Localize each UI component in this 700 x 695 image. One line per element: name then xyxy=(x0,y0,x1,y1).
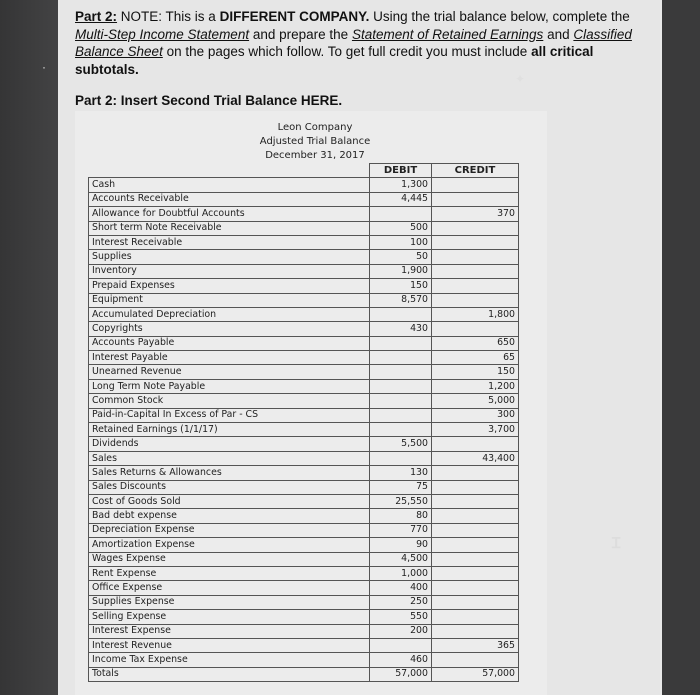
account-cell: Long Term Note Payable xyxy=(89,379,370,393)
debit-cell: 400 xyxy=(370,581,432,595)
account-cell: Interest Revenue xyxy=(89,638,370,652)
account-cell: Sales Returns & Allowances xyxy=(89,466,370,480)
debit-cell: 5,500 xyxy=(370,437,432,451)
table-row xyxy=(89,581,519,595)
account-cell: Accounts Payable xyxy=(89,336,370,350)
debit-cell: 550 xyxy=(370,610,432,624)
table-row xyxy=(89,566,519,580)
table-row xyxy=(89,667,519,681)
table-row xyxy=(89,293,519,307)
credit-cell: 3,700 xyxy=(432,423,519,437)
table-row xyxy=(89,437,519,451)
debit-cell xyxy=(370,336,432,350)
table-row xyxy=(89,494,519,508)
credit-cell xyxy=(432,178,519,192)
table-row xyxy=(89,653,519,667)
background-left xyxy=(0,0,58,695)
credit-header: CREDIT xyxy=(432,164,519,178)
table-row xyxy=(89,365,519,379)
star-icon: · xyxy=(42,60,46,74)
account-cell: Paid-in-Capital In Excess of Par - CS xyxy=(89,408,370,422)
credit-cell: 5,000 xyxy=(432,394,519,408)
credit-cell: 65 xyxy=(432,351,519,365)
account-cell: Bad debt expense xyxy=(89,509,370,523)
table-row xyxy=(89,192,519,206)
account-cell: Prepaid Expenses xyxy=(89,279,370,293)
debit-cell: 460 xyxy=(370,653,432,667)
debit-cell xyxy=(370,379,432,393)
credit-cell xyxy=(432,480,519,494)
part-label: Part 2: xyxy=(75,9,118,24)
left-border-line xyxy=(58,0,60,695)
debit-cell xyxy=(370,408,432,422)
account-cell: Interest Expense xyxy=(89,624,370,638)
trial-balance-table xyxy=(88,163,519,682)
statement-date: December 31, 2017 xyxy=(265,150,365,161)
credit-cell xyxy=(432,466,519,480)
credit-cell xyxy=(432,264,519,278)
table-row xyxy=(89,279,519,293)
account-cell: Interest Payable xyxy=(89,351,370,365)
table-row xyxy=(89,552,519,566)
instructions-text-d: on the pages which follow. To get full credit you must include xyxy=(166,44,528,59)
table-row xyxy=(89,394,519,408)
account-cell: Supplies Expense xyxy=(89,595,370,609)
credit-cell: 150 xyxy=(432,365,519,379)
account-cell: Interest Receivable xyxy=(89,235,370,249)
account-cell: Dividends xyxy=(89,437,370,451)
debit-cell: 1,000 xyxy=(370,566,432,580)
debit-cell: 90 xyxy=(370,538,432,552)
table-row xyxy=(89,451,519,465)
credit-cell xyxy=(432,653,519,667)
table-row xyxy=(89,408,519,422)
account-cell: Cash xyxy=(89,178,370,192)
account-cell: Depreciation Expense xyxy=(89,523,370,537)
credit-cell: 57,000 xyxy=(432,667,519,681)
debit-cell: 130 xyxy=(370,466,432,480)
debit-cell: 50 xyxy=(370,250,432,264)
credit-cell xyxy=(432,523,519,537)
credit-cell xyxy=(432,610,519,624)
account-cell: Equipment xyxy=(89,293,370,307)
debit-cell: 250 xyxy=(370,595,432,609)
credit-cell xyxy=(432,566,519,580)
debit-cell xyxy=(370,351,432,365)
table-row xyxy=(89,307,519,321)
debit-cell: 4,500 xyxy=(370,552,432,566)
debit-cell xyxy=(370,451,432,465)
statement-title: Adjusted Trial Balance xyxy=(259,136,371,147)
debit-cell: 150 xyxy=(370,279,432,293)
balance-sheet-link: Classified Balance Sheet xyxy=(75,26,632,59)
credit-cell xyxy=(432,235,519,249)
credit-cell: 43,400 xyxy=(432,451,519,465)
debit-cell: 8,570 xyxy=(370,293,432,307)
table-row xyxy=(89,523,519,537)
table-row xyxy=(89,423,519,437)
account-cell: Sales Discounts xyxy=(89,480,370,494)
credit-cell xyxy=(432,322,519,336)
debit-cell xyxy=(370,307,432,321)
table-row xyxy=(89,221,519,235)
credit-cell: 650 xyxy=(432,336,519,350)
table-row xyxy=(89,610,519,624)
text-cursor-icon: Ɪ xyxy=(612,535,621,552)
instructions-text-b: and prepare the xyxy=(252,26,349,42)
account-cell: Short term Note Receivable xyxy=(89,221,370,235)
credit-cell xyxy=(432,192,519,206)
instructions-text-c: and xyxy=(547,26,570,42)
debit-cell: 100 xyxy=(370,235,432,249)
account-cell: Retained Earnings (1/1/17) xyxy=(89,423,370,437)
credit-cell xyxy=(432,437,519,451)
note-label: NOTE: This is a xyxy=(120,9,216,24)
account-cell: Inventory xyxy=(89,264,370,278)
debit-cell: 4,445 xyxy=(370,192,432,206)
account-cell: Allowance for Doubtful Accounts xyxy=(89,207,370,221)
debit-cell: 75 xyxy=(370,480,432,494)
credit-cell xyxy=(432,279,519,293)
retained-earnings-link: Statement of Retained Earnings xyxy=(351,26,544,42)
table-row xyxy=(89,624,519,638)
account-header xyxy=(89,164,370,178)
credit-cell xyxy=(432,494,519,508)
insert-heading: Part 2: Insert Second Trial Balance HERE. xyxy=(75,93,343,108)
different-company-text: DIFFERENT COMPANY. xyxy=(219,9,370,24)
credit-cell xyxy=(432,624,519,638)
account-cell: Sales xyxy=(89,451,370,465)
credit-cell: 370 xyxy=(432,207,519,221)
table-row xyxy=(89,336,519,350)
account-cell: Wages Expense xyxy=(89,552,370,566)
table-row xyxy=(89,235,519,249)
credit-cell: 300 xyxy=(432,408,519,422)
account-cell: Accounts Receivable xyxy=(89,192,370,206)
account-cell: Rent Expense xyxy=(89,566,370,580)
table-row xyxy=(89,322,519,336)
table-row xyxy=(89,250,519,264)
debit-cell xyxy=(370,638,432,652)
credit-cell xyxy=(432,581,519,595)
table-row xyxy=(89,264,519,278)
credit-cell xyxy=(432,250,519,264)
star-icon: ✦ xyxy=(515,72,526,86)
account-cell: Amortization Expense xyxy=(89,538,370,552)
credit-cell: 1,800 xyxy=(432,307,519,321)
account-cell: Common Stock xyxy=(89,394,370,408)
credit-cell xyxy=(432,293,519,307)
credit-cell xyxy=(432,595,519,609)
account-cell: Totals xyxy=(89,667,370,681)
all-word: all xyxy=(531,44,547,59)
table-row xyxy=(89,379,519,393)
account-cell: Cost of Goods Sold xyxy=(89,494,370,508)
debit-cell: 80 xyxy=(370,509,432,523)
multi-step-link: Multi-Step Income Statement xyxy=(75,26,250,42)
debit-cell xyxy=(370,365,432,379)
account-cell: Office Expense xyxy=(89,581,370,595)
trial-balance-body xyxy=(89,178,519,682)
right-border-line xyxy=(660,0,662,695)
table-row xyxy=(89,595,519,609)
table-row xyxy=(89,480,519,494)
account-cell: Unearned Revenue xyxy=(89,365,370,379)
critical-subtotals: critical subtotals. xyxy=(75,44,594,77)
account-cell: Accumulated Depreciation xyxy=(89,307,370,321)
credit-cell xyxy=(432,552,519,566)
table-row xyxy=(89,538,519,552)
credit-cell: 365 xyxy=(432,638,519,652)
credit-cell: 1,200 xyxy=(432,379,519,393)
account-cell: Copyrights xyxy=(89,322,370,336)
debit-cell: 1,300 xyxy=(370,178,432,192)
table-row xyxy=(89,466,519,480)
debit-cell: 770 xyxy=(370,523,432,537)
table-row xyxy=(89,509,519,523)
table-row xyxy=(89,207,519,221)
table-row xyxy=(89,178,519,192)
credit-cell xyxy=(432,221,519,235)
background-right xyxy=(662,0,700,695)
debit-cell xyxy=(370,207,432,221)
account-cell: Supplies xyxy=(89,250,370,264)
table-row xyxy=(89,351,519,365)
debit-cell: 430 xyxy=(370,322,432,336)
debit-cell xyxy=(370,423,432,437)
debit-header: DEBIT xyxy=(370,164,432,178)
account-cell: Selling Expense xyxy=(89,610,370,624)
company-name: Leon Company xyxy=(277,122,353,133)
debit-cell: 57,000 xyxy=(370,667,432,681)
debit-cell: 500 xyxy=(370,221,432,235)
table-row xyxy=(89,638,519,652)
debit-cell: 200 xyxy=(370,624,432,638)
account-cell: Income Tax Expense xyxy=(89,653,370,667)
debit-cell xyxy=(370,394,432,408)
debit-cell: 1,900 xyxy=(370,264,432,278)
instructions-text-a: Using the trial balance below, complete the xyxy=(373,9,630,24)
table-header-row xyxy=(89,164,519,178)
instructions-paragraph xyxy=(75,8,635,78)
credit-cell xyxy=(432,509,519,523)
credit-cell xyxy=(432,538,519,552)
debit-cell: 25,550 xyxy=(370,494,432,508)
